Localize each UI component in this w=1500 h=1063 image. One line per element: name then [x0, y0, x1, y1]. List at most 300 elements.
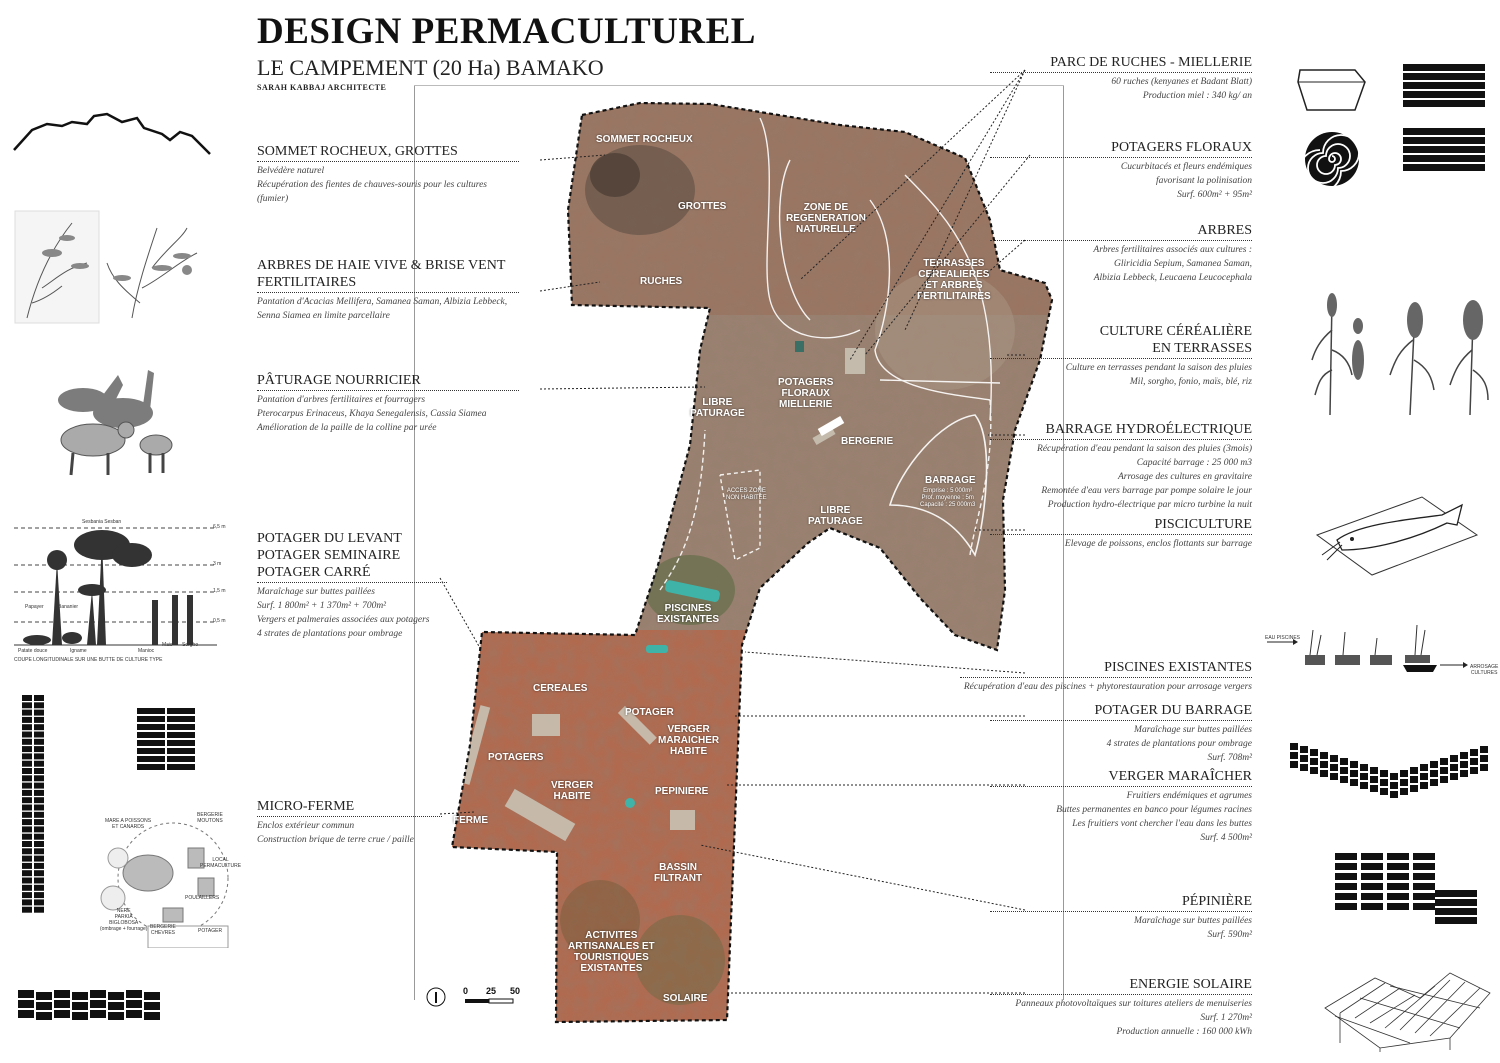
bed-block [1435, 917, 1477, 924]
annotation-line: Pantation d'Acacias Mellifera, Samanea Saman, Albizia Lebbeck, [257, 297, 508, 307]
bed-block [1480, 746, 1488, 753]
annotation-title: POTAGER DU BARRAGE [990, 702, 1252, 721]
fig-label-1-5m: 1,5 m [213, 588, 226, 594]
bed-block [1335, 873, 1357, 880]
bed-block [1403, 91, 1485, 98]
annotation-line: Pantation d'arbres fertilitaires et fourragers [257, 395, 426, 405]
bed-block [22, 790, 32, 796]
bed-block [1335, 863, 1357, 870]
bed-block [1440, 758, 1448, 765]
bed-block [54, 1010, 70, 1018]
garden-beds-plans-icon [1285, 735, 1495, 930]
tree-botanical-sketch-icon [12, 208, 212, 326]
bed-block [34, 834, 44, 840]
page-subtitle: LE CAMPEMENT (20 Ha) BAMAKO [257, 55, 604, 80]
bed-block [1300, 746, 1308, 753]
bed-block [1380, 788, 1388, 795]
bed-block [137, 732, 165, 738]
bed-block [36, 992, 52, 1000]
bed-block [1403, 100, 1485, 107]
map-label-activites: ACTIVITES ARTISANALES ET TOURISTIQUES EXISTANTES [568, 930, 655, 974]
annotation-line: Albizia Lebbeck, Leucaena Leucocephala [1093, 273, 1252, 283]
bed-block [34, 761, 44, 767]
annotation-title: PISCICULTURE [990, 516, 1252, 535]
bed-block [34, 892, 44, 898]
piscine-label-eau: EAU PISCINES [1265, 635, 1301, 641]
annotation-title: VERGER MARAÎCHER [990, 768, 1252, 787]
bed-block [1460, 752, 1468, 759]
bed-block [34, 812, 44, 818]
bed-block [1403, 73, 1485, 80]
annotation-line: Production annuelle : 160 000 kWh [1116, 1027, 1252, 1037]
map-label-ferme: FERME [453, 815, 488, 826]
bed-block [22, 724, 32, 730]
bed-block [137, 764, 165, 770]
bed-block [22, 841, 32, 847]
bed-block [22, 775, 32, 781]
bed-block [1387, 883, 1409, 890]
map-label-bergerie: BERGERIE [841, 436, 894, 447]
livestock-sketch-icon [38, 365, 173, 480]
bed-block [1330, 755, 1338, 762]
bed-block [1450, 764, 1458, 771]
bed-block [167, 756, 195, 762]
bed-block [34, 710, 44, 716]
bed-block [54, 1000, 70, 1008]
bed-block [1460, 761, 1468, 768]
annotation-title: PISCINES EXISTANTES [960, 659, 1252, 678]
bed-block [167, 748, 195, 754]
bed-block [34, 724, 44, 730]
bed-block [126, 1000, 142, 1008]
annotation-line: Buttes permanentes en banco pour légumes racines [1056, 805, 1252, 815]
bed-block [1387, 853, 1409, 860]
farm-label-potager: POTAGER [198, 928, 223, 934]
annotation-line: Maraîchage sur buttes paillées [257, 587, 375, 597]
bed-block [1450, 755, 1458, 762]
bed-block [1361, 873, 1383, 880]
bed-block [22, 753, 32, 759]
bed-block [90, 1010, 106, 1018]
bed-block [1361, 853, 1383, 860]
annotation-line: Surf. 1 800m² + 1 370m² + 700m² [257, 601, 387, 611]
bed-block [144, 1002, 160, 1010]
beehive-sketch-icon [1295, 62, 1495, 192]
bed-block [1400, 770, 1408, 777]
bed-block [1390, 791, 1398, 798]
annotation-line: Senna Siamea en limite parcellaire [257, 311, 390, 321]
bed-block [1435, 908, 1477, 915]
bed-block [22, 812, 32, 818]
bed-block [1360, 773, 1368, 780]
fish-sketch-icon [1312, 495, 1482, 580]
annotation-line: 60 ruches (kenyanes et Badant Blatt) [1111, 77, 1252, 87]
annotation-line: Pterocarpus Erinaceus, Khaya Senegalensis, Cassia Siamea [257, 409, 487, 419]
scale-tick-25: 25 [486, 986, 497, 996]
bed-block [1340, 776, 1348, 783]
bed-block [1335, 903, 1357, 910]
annotation-line: Arbres fertilitaires associés aux cultures : [1093, 245, 1252, 255]
bed-block [1390, 782, 1398, 789]
annotation-arbres [990, 222, 1252, 285]
bed-block [22, 826, 32, 832]
annotation-verger-maraicher [990, 768, 1252, 845]
annotation-title: PÂTURAGE NOURRICIER [257, 372, 519, 391]
annotation-piscines [960, 659, 1252, 694]
annotation-potagers-levant [257, 530, 447, 641]
annotation-title: SOMMET ROCHEUX, GROTTES [257, 143, 519, 162]
bed-block [22, 797, 32, 803]
bed-block [137, 756, 165, 762]
annotation-parc-ruches [990, 54, 1252, 103]
map-label-potager: POTAGER [625, 707, 674, 718]
fig-label-sorgho: Sorgho [182, 642, 199, 648]
bed-block [1403, 64, 1485, 71]
bed-block [22, 695, 32, 701]
map-label-acces: ACCES ZONE NON HABITEE [726, 488, 767, 501]
map-label-grottes: GROTTES [678, 201, 727, 212]
bed-block [1310, 767, 1318, 774]
fig-label-6-5m: 6,5 m [213, 524, 226, 530]
bed-block [1350, 761, 1358, 768]
bed-block [1413, 903, 1435, 910]
bed-block [1361, 903, 1383, 910]
map-label-sommet: SOMMET ROCHEUX [596, 134, 693, 145]
bed-block [1330, 773, 1338, 780]
bed-block [1480, 755, 1488, 762]
bed-block [1403, 82, 1485, 89]
scale-tick-0: 0 [463, 986, 469, 996]
bed-block [1320, 752, 1328, 759]
solar-roof-sketch-icon [1320, 968, 1495, 1053]
bed-block [1413, 883, 1435, 890]
bed-block [1430, 761, 1438, 768]
annotation-title: CULTURE CÉRÉALIÈRE EN TERRASSES [990, 323, 1252, 359]
bed-block [34, 848, 44, 854]
annotation-pepiniere [990, 893, 1252, 942]
bed-block [34, 702, 44, 708]
bed-block [167, 740, 195, 746]
bed-block [1480, 764, 1488, 771]
fig-label-bananier: Bananier [58, 604, 79, 610]
bed-block [18, 1000, 34, 1008]
bed-block [90, 990, 106, 998]
bed-block [22, 863, 32, 869]
bed-block [1403, 164, 1485, 171]
bed-block [54, 990, 70, 998]
bed-block [1400, 779, 1408, 786]
map-label-terrasses: TERRASSES CEREALIERES ET ARBRES FERTILITAIRES [917, 258, 991, 302]
bed-block [22, 870, 32, 876]
bed-block [22, 848, 32, 854]
annotation-line: Construction brique de terre crue / paille [257, 835, 414, 845]
bed-block [22, 878, 32, 884]
bed-block [1320, 770, 1328, 777]
bed-block [34, 878, 44, 884]
annotation-barrage [990, 421, 1252, 512]
map-label-libre-paturage-1: LIBRE PATURAGE [690, 397, 745, 419]
bed-block [34, 899, 44, 905]
bed-block [34, 783, 44, 789]
annotation-line: Remontée d'eau vers barrage par pompe solaire le jour [1041, 486, 1252, 496]
bed-block [1413, 893, 1435, 900]
bed-block [1387, 903, 1409, 910]
annotation-title: POTAGERS FLORAUX [990, 139, 1252, 158]
annotation-line: Fruitiers endémiques et agrumes [1126, 791, 1252, 801]
bed-block [137, 716, 165, 722]
butte-culture-section-icon [12, 520, 232, 665]
map-label-verger-habite: VERGER HABITE [551, 780, 594, 802]
bed-block [126, 990, 142, 998]
annotation-arbres-haie [257, 257, 519, 323]
bed-block [1335, 853, 1357, 860]
bed-block [34, 768, 44, 774]
bed-block [1430, 770, 1438, 777]
bed-block [1360, 764, 1368, 771]
bed-block [1400, 788, 1408, 795]
bed-block [72, 992, 88, 1000]
bed-block [22, 819, 32, 825]
bed-block [34, 841, 44, 847]
bed-block [1470, 749, 1478, 756]
map-label-potagers: POTAGERS [488, 752, 544, 763]
map-label-pepiniere: PEPINIERE [655, 786, 709, 797]
bed-block [1410, 776, 1418, 783]
bed-block [1403, 128, 1485, 135]
bed-block [1350, 770, 1358, 777]
annotation-line: Récupération des fientes de chauves-souris pour les cultures (fumier) [257, 180, 487, 204]
annotation-line: 4 strates de plantations pour ombrage [257, 629, 403, 639]
map-label-verger-maraicher: VERGER MARAICHER HABITE [658, 724, 720, 757]
bed-block [1330, 764, 1338, 771]
fig-label-patate: Patate douce [18, 648, 48, 654]
annotation-line: Maraîchage sur buttes paillées [1134, 725, 1252, 735]
farm-label-poulaillers: POULAILLERS [185, 895, 220, 901]
fig-label-0-5m: 0,5 m [213, 618, 226, 624]
fig-caption: COUPE LONGITUDINALE SUR UNE BUTTE DE CULTURE TYPE [14, 657, 163, 663]
annotation-line: Surf. 708m² [1207, 753, 1252, 763]
bed-block [1450, 773, 1458, 780]
annotation-title: PÉPINIÈRE [990, 893, 1252, 912]
bed-block [1413, 853, 1435, 860]
fig-label-3m: 3 m [213, 561, 222, 567]
map-label-barrage: BARRAGE [925, 475, 976, 486]
bed-block [22, 746, 32, 752]
bed-block [34, 695, 44, 701]
bed-block [22, 856, 32, 862]
annotation-line: Surf. 600m² + 95m² [1177, 190, 1252, 200]
bed-block [34, 826, 44, 832]
annotation-title: ENERGIE SOLAIRE [990, 976, 1252, 995]
bed-block [34, 717, 44, 723]
bed-block [1335, 893, 1357, 900]
annotation-title: PARC DE RUCHES - MIELLERIE [990, 54, 1252, 73]
map-label-piscines: PISCINES EXISTANTES [657, 603, 720, 625]
annotation-line: Les fruitiers vont chercher l'eau dans les buttes [1072, 819, 1252, 829]
author-credit: SARAH KABBAJ ARCHITECTE [257, 83, 387, 92]
bed-block [34, 790, 44, 796]
bed-block [34, 819, 44, 825]
bed-block [1470, 767, 1478, 774]
annotation-line: Surf. 4 500m² [1200, 833, 1252, 843]
map-label-libre-paturage-2: LIBRE PATURAGE [808, 505, 863, 527]
bed-block [108, 1012, 124, 1020]
farm-label-nere: NERE PARKIA BIGLOBOSA (ombrage + fourrage) [100, 908, 148, 932]
bed-block [22, 899, 32, 905]
annotation-line: Production miel : 340 kg/ an [1142, 91, 1252, 101]
bed-block [137, 724, 165, 730]
bed-block [22, 892, 32, 898]
farm-label-local: LOCAL PERMACULTURE [200, 857, 242, 869]
bed-block [22, 805, 32, 811]
bed-block [144, 992, 160, 1000]
annotation-line: Belvédère naturel [257, 166, 325, 176]
hill-silhouette-icon [12, 110, 212, 160]
bed-block [34, 746, 44, 752]
fig-label-manioc: Manioc [138, 648, 155, 654]
annotation-line: Amélioration de la paille de la colline par urée [257, 423, 437, 433]
bed-block [22, 739, 32, 745]
bed-block [108, 992, 124, 1000]
bed-block [1380, 779, 1388, 786]
annotation-sommet-rocheux [257, 143, 519, 206]
bed-block [34, 856, 44, 862]
annotation-title: ARBRES [990, 222, 1252, 241]
bed-block [167, 708, 195, 714]
bed-block [1290, 761, 1298, 768]
bed-block [1390, 773, 1398, 780]
bed-block [1310, 749, 1318, 756]
bed-block [1360, 782, 1368, 789]
annotation-culture-cerealiere [990, 323, 1252, 389]
annotation-potagers-floraux [990, 139, 1252, 202]
annotation-title: BARRAGE HYDROÉLECTRIQUE [990, 421, 1252, 440]
bed-block [1387, 873, 1409, 880]
annotation-line: Maraîchage sur buttes paillées [1134, 916, 1252, 926]
annotation-line: Récupération d'eau des piscines + phytorestauration pour arrosage vergers [963, 682, 1252, 692]
bed-block [34, 732, 44, 738]
bed-block [1310, 758, 1318, 765]
bed-block [167, 716, 195, 722]
bed-block [126, 1010, 142, 1018]
bed-block [1470, 758, 1478, 765]
annotation-line: Mil, sorgho, fonio, maïs, blé, riz [1129, 377, 1252, 387]
bed-block [90, 1000, 106, 1008]
bed-block [1300, 755, 1308, 762]
bed-block [1300, 764, 1308, 771]
annotation-micro-ferme [257, 798, 442, 847]
bed-block [34, 863, 44, 869]
bed-block [137, 740, 165, 746]
bed-block [1410, 785, 1418, 792]
bed-block [34, 805, 44, 811]
farm-label-mare: MARE A POISSONS ET CANARDS [105, 818, 152, 830]
cereal-plants-sketch-icon [1310, 290, 1490, 420]
bed-block [22, 702, 32, 708]
bed-block [18, 1010, 34, 1018]
bed-block [1350, 779, 1358, 786]
bed-block [22, 717, 32, 723]
bed-block [34, 885, 44, 891]
annotation-line: favorisant la polinisation [1155, 176, 1252, 186]
bed-block [72, 1002, 88, 1010]
bed-block [1290, 752, 1298, 759]
bed-block [1403, 146, 1485, 153]
bed-block [1403, 137, 1485, 144]
bed-block [34, 797, 44, 803]
annotation-title: ARBRES DE HAIE VIVE & BRISE VENT FERTILITAIRES [257, 257, 519, 293]
map-label-regeneration: ZONE DE REGENERATION NATURELLE [786, 202, 866, 235]
annotation-potager-barrage [990, 702, 1252, 765]
bed-block [1370, 785, 1378, 792]
bed-block [1340, 758, 1348, 765]
bed-block [1420, 764, 1428, 771]
bed-block [22, 710, 32, 716]
bed-block [1420, 773, 1428, 780]
annotation-pisciculture [990, 516, 1252, 551]
annotation-line: Surf. 1 270m² [1200, 1013, 1252, 1023]
bed-block [1413, 873, 1435, 880]
annotation-line: Enclos extérieur commun [257, 821, 355, 831]
piscine-label-arrosage: ARROSAGE CULTURES [1470, 664, 1499, 676]
bed-block [22, 907, 32, 913]
bed-block [22, 732, 32, 738]
annotation-line: Arrosage des cultures en gravitaire [1117, 472, 1252, 482]
annotation-line: Elevage de poissons, enclos flottants sur barrage [1064, 539, 1252, 549]
bed-block [1430, 779, 1438, 786]
annotation-line: Panneaux photovoltaïques sur toitures ateliers de menuiseries [1015, 999, 1252, 1009]
bed-block [137, 708, 165, 714]
annotation-line: Culture en terrasses pendant la saison des pluies [1065, 363, 1252, 373]
bed-block [1361, 893, 1383, 900]
annotation-line: Vergers et palmeraies associées aux potagers [257, 615, 430, 625]
bed-block [167, 732, 195, 738]
annotation-title: MICRO-FERME [257, 798, 442, 817]
map-label-cereales: CEREALES [533, 683, 588, 694]
bed-block [22, 768, 32, 774]
bed-block [1387, 893, 1409, 900]
scale-tick-50: 50 [510, 986, 521, 996]
bed-block [1387, 863, 1409, 870]
bed-block [1420, 782, 1428, 789]
bed-block [1410, 767, 1418, 774]
annotation-energie-solaire [990, 976, 1252, 1039]
annotation-line: Gliricidia Sepium, Samanea Saman, [1113, 259, 1252, 269]
annotation-line: Production hydro-électrique par micro turbine la nuit [1047, 500, 1252, 510]
bed-block [1290, 743, 1298, 750]
annotation-line: Surf. 590m² [1207, 930, 1252, 940]
bed-block [22, 761, 32, 767]
bed-block [34, 753, 44, 759]
bed-block [137, 748, 165, 754]
bed-block [22, 885, 32, 891]
fig-label-papayer: Papayer [25, 604, 44, 610]
phytorestoration-section-icon [1265, 620, 1495, 680]
annotation-line: Récupération d'eau pendant la saison des pluies (3mois) [1037, 444, 1252, 454]
bed-block [36, 1002, 52, 1010]
bed-block [72, 1012, 88, 1020]
bed-block [34, 739, 44, 745]
bed-block [34, 775, 44, 781]
bed-block [1380, 770, 1388, 777]
fig-label-mais: Mais [162, 642, 173, 648]
map-label-bassin: BASSIN FILTRANT [654, 862, 703, 884]
bed-block [22, 783, 32, 789]
page-title: DESIGN PERMACULTUREL [257, 11, 756, 52]
bed-block [1403, 155, 1485, 162]
bed-block [167, 724, 195, 730]
bed-block [1340, 767, 1348, 774]
